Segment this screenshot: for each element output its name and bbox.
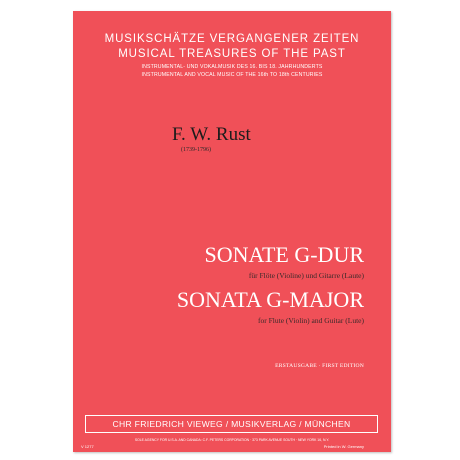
instrumentation-english: for Flute (Violin) and Guitar (Lute) [258, 316, 364, 325]
agency-note: SOLE AGENCY FOR U.S.A. AND CANADA: C.F. PETERS CORPORATION · 373 PARK AVENUE SOUTH · NEW YORK 16, N.Y. [134, 438, 330, 442]
work-title-german: SONATE G-DUR [204, 242, 364, 267]
publisher-name: CHR FRIEDRICH VIEWEG / MUSIKVERLAG / MÜNCHEN [112, 419, 351, 429]
printed-in-note: Printed in W. Germany [323, 444, 364, 449]
catalog-number: V 1277 [81, 444, 94, 449]
series-subtitle-english: INSTRUMENTAL AND VOCAL MUSIC OF THE 16th TO 18th CENTURIES [141, 72, 323, 78]
series-subtitle-german: INSTRUMENTAL- UND VOKALMUSIK DES 16. BIS 18. JAHRHUNDERTS [141, 64, 323, 70]
edition-note: ERSTAUSGABE · FIRST EDITION [275, 363, 364, 369]
instrumentation-german: für Flöte (Violine) und Gitarre (Laute) [248, 271, 364, 280]
series-title-english: MUSICAL TREASURES OF THE PAST [118, 48, 346, 60]
publisher-box [85, 415, 378, 433]
work-title-english: SONATA G-MAJOR [176, 287, 364, 312]
composer-years: (1739-1796) [181, 147, 211, 153]
series-title-german: MUSIKSCHÄTZE VERGANGENER ZEITEN [104, 33, 360, 45]
composer-name: F. W. Rust [172, 124, 251, 145]
score-cover [73, 11, 391, 452]
